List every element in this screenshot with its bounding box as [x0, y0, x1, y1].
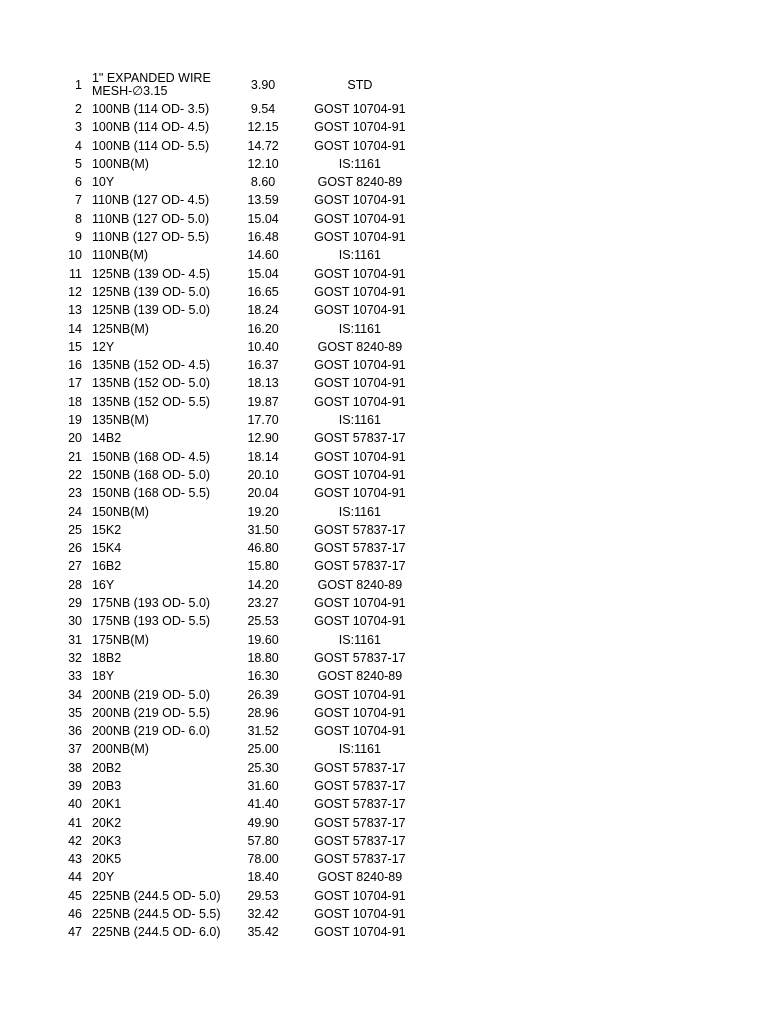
weight-cell: 16.48 — [247, 230, 279, 245]
row-number-cell: 4 — [75, 138, 82, 153]
table-row — [62, 539, 422, 557]
row-number-cell: 23 — [68, 486, 82, 501]
standard-cell: GOST 57837-17 — [314, 431, 406, 446]
description-cell: 175NB (193 OD- 5.0) — [91, 596, 211, 611]
weight-cell: 46.80 — [247, 541, 279, 556]
row-number-cell: 10 — [68, 248, 82, 263]
weight-cell: 25.53 — [247, 614, 279, 629]
table-row — [62, 576, 422, 594]
table-row — [62, 137, 422, 155]
weight-cell: 31.60 — [247, 778, 279, 793]
table-row — [62, 631, 422, 649]
description-cell: 125NB (139 OD- 4.5) — [91, 266, 211, 281]
table-row — [62, 686, 422, 704]
standard-cell: IS:1161 — [338, 504, 381, 519]
row-number-cell: 9 — [75, 230, 82, 245]
table-row — [62, 118, 422, 136]
weight-cell: 26.39 — [247, 687, 279, 702]
row-number-cell: 7 — [75, 193, 82, 208]
row-number-cell: 42 — [68, 833, 82, 848]
table-row — [62, 521, 422, 539]
weight-cell: 49.90 — [247, 815, 279, 830]
standard-cell: IS:1161 — [338, 413, 381, 428]
standard-cell: GOST 10704-91 — [314, 614, 406, 629]
description-cell: 110NB (127 OD- 5.5) — [91, 230, 210, 245]
row-number-cell: 27 — [68, 559, 82, 574]
weight-cell: 16.30 — [247, 669, 279, 684]
table-row — [62, 265, 422, 283]
description-cell: 10Y — [91, 175, 115, 190]
weight-cell: 16.65 — [247, 284, 279, 299]
standard-cell: GOST 10704-91 — [314, 467, 406, 482]
table-row — [62, 210, 422, 228]
standard-cell: GOST 10704-91 — [314, 284, 406, 299]
table-row — [62, 557, 422, 575]
description-cell: 100NB(M) — [91, 156, 149, 171]
table-row — [62, 320, 422, 338]
weight-cell: 10.40 — [247, 339, 279, 354]
description-cell: 20B3 — [91, 778, 122, 793]
weight-cell: 16.20 — [247, 321, 279, 336]
description-cell: 20K3 — [91, 833, 122, 848]
standard-cell: GOST 8240-89 — [317, 577, 403, 592]
table-row — [62, 411, 422, 429]
weight-cell: 29.53 — [247, 888, 279, 903]
row-number-cell: 47 — [68, 925, 82, 940]
table-row — [62, 374, 422, 392]
row-number-cell: 17 — [68, 376, 82, 391]
description-cell: 135NB (152 OD- 4.5) — [91, 358, 211, 373]
row-number-cell: 35 — [68, 705, 82, 720]
description-cell: 15K2 — [91, 522, 122, 537]
weights-table — [62, 70, 422, 942]
standard-cell: GOST 10704-91 — [314, 596, 406, 611]
description-cell: 20K5 — [91, 852, 122, 867]
row-number-cell: 11 — [69, 266, 82, 281]
weight-cell: 31.52 — [247, 724, 279, 739]
row-number-cell: 16 — [68, 358, 82, 373]
weight-cell: 23.27 — [247, 596, 279, 611]
row-number-cell: 19 — [68, 413, 82, 428]
weight-cell: 15.04 — [247, 266, 279, 281]
table-row — [62, 448, 422, 466]
standard-cell: GOST 8240-89 — [317, 339, 403, 354]
standard-cell: GOST 57837-17 — [314, 833, 406, 848]
row-number-cell: 14 — [68, 321, 82, 336]
weight-cell: 25.30 — [247, 760, 279, 775]
table-row — [62, 393, 422, 411]
description-cell: 225NB (244.5 OD- 5.5) — [91, 907, 221, 922]
standard-cell: GOST 57837-17 — [314, 760, 406, 775]
row-number-cell: 2 — [75, 102, 82, 116]
row-number-cell: 18 — [68, 394, 82, 409]
standard-cell: GOST 57837-17 — [314, 815, 406, 830]
description-cell: 135NB (152 OD- 5.0) — [91, 376, 211, 391]
row-number-cell: 33 — [68, 669, 82, 684]
weight-cell: 12.90 — [247, 431, 279, 446]
row-number-cell: 29 — [68, 596, 82, 611]
weight-cell: 12.10 — [247, 156, 279, 171]
table-row — [62, 484, 422, 502]
weight-cell: 18.24 — [247, 303, 279, 318]
standard-cell: GOST 8240-89 — [317, 870, 403, 885]
table-row — [62, 191, 422, 209]
row-number-cell: 12 — [68, 284, 82, 299]
row-number-cell: 26 — [68, 541, 82, 556]
description-cell: 20K2 — [91, 815, 122, 830]
row-number-cell: 31 — [68, 632, 82, 647]
row-number-cell: 22 — [68, 467, 82, 482]
weight-cell: 18.14 — [247, 449, 279, 464]
standard-cell: GOST 57837-17 — [314, 797, 406, 812]
description-cell: 16B2 — [91, 559, 122, 574]
description-cell: 150NB (168 OD- 5.0) — [91, 467, 211, 482]
weight-cell: 8.60 — [250, 175, 276, 190]
table-row — [62, 100, 422, 118]
standard-cell: IS:1161 — [338, 248, 381, 263]
weight-cell: 28.96 — [247, 705, 279, 720]
standard-cell: IS:1161 — [338, 632, 381, 647]
description-cell: 1" EXPANDED WIRE MESH-∅3.15 — [91, 71, 211, 98]
weight-cell: 15.04 — [247, 211, 279, 226]
weight-cell: 14.60 — [247, 248, 279, 263]
description-cell: 12Y — [91, 339, 115, 354]
table-row — [62, 667, 422, 685]
row-number-cell: 41 — [68, 815, 82, 830]
standard-cell: GOST 10704-91 — [314, 925, 406, 940]
standard-cell: GOST 10704-91 — [314, 193, 406, 208]
standard-cell: GOST 10704-91 — [314, 303, 406, 318]
row-number-cell: 5 — [75, 156, 82, 171]
description-cell: 18Y — [91, 669, 115, 684]
spreadsheet-table-container — [62, 70, 422, 942]
description-cell: 20K1 — [91, 797, 122, 812]
standard-cell: GOST 57837-17 — [314, 559, 406, 574]
description-cell: 150NB (168 OD- 5.5) — [91, 486, 211, 501]
description-cell: 20Y — [91, 870, 115, 885]
standard-cell: GOST 10704-91 — [314, 266, 406, 281]
weight-cell: 18.13 — [247, 376, 279, 391]
standard-cell: GOST 10704-91 — [314, 486, 406, 501]
description-cell: 200NB (219 OD- 6.0) — [91, 724, 211, 739]
weight-cell: 15.80 — [247, 559, 279, 574]
row-number-cell: 1 — [75, 77, 82, 92]
row-number-cell: 24 — [68, 504, 82, 519]
table-row — [62, 722, 422, 740]
weight-cell: 14.20 — [247, 577, 279, 592]
standard-cell: GOST 10704-91 — [314, 230, 406, 245]
table-row — [62, 759, 422, 777]
table-row — [62, 283, 422, 301]
row-number-cell: 20 — [68, 431, 82, 446]
table-row — [62, 228, 422, 246]
standard-cell: GOST 57837-17 — [314, 650, 406, 665]
table-row — [62, 850, 422, 868]
table-row — [62, 832, 422, 850]
description-cell: 175NB(M) — [91, 632, 149, 647]
table-row — [62, 814, 422, 832]
row-number-cell: 8 — [75, 211, 82, 226]
description-cell: 200NB (219 OD- 5.5) — [91, 705, 211, 720]
description-cell: 100NB (114 OD- 5.5) — [91, 138, 210, 153]
weight-cell: 19.60 — [247, 632, 279, 647]
weight-cell: 17.70 — [247, 413, 279, 428]
standard-cell: GOST 57837-17 — [314, 522, 406, 537]
row-number-cell: 32 — [68, 650, 82, 665]
table-row — [62, 173, 422, 191]
weight-cell: 31.50 — [247, 522, 279, 537]
table-row — [62, 70, 422, 100]
table-row — [62, 612, 422, 630]
description-cell: 18B2 — [91, 650, 122, 665]
description-cell: 200NB(M) — [91, 742, 149, 757]
row-number-cell: 37 — [68, 742, 82, 757]
row-number-cell: 43 — [68, 852, 82, 867]
table-row — [62, 466, 422, 484]
table-row — [62, 503, 422, 521]
description-cell: 110NB (127 OD- 4.5) — [91, 193, 210, 208]
row-number-cell: 3 — [75, 120, 82, 135]
standard-cell: GOST 10704-91 — [314, 358, 406, 373]
standard-cell: GOST 10704-91 — [314, 687, 406, 702]
description-cell: 135NB(M) — [91, 413, 149, 428]
table-body — [62, 70, 422, 942]
weight-cell: 25.00 — [247, 742, 279, 757]
weight-cell: 20.04 — [247, 486, 279, 501]
weight-cell: 12.15 — [247, 120, 279, 135]
row-number-cell: 25 — [68, 522, 82, 537]
row-number-cell: 28 — [68, 577, 82, 592]
row-number-cell: 40 — [68, 797, 82, 812]
description-cell: 175NB (193 OD- 5.5) — [91, 614, 211, 629]
table-row — [62, 301, 422, 319]
description-cell: 100NB (114 OD- 3.5) — [91, 102, 210, 116]
row-number-cell: 21 — [68, 449, 82, 464]
row-number-cell: 36 — [68, 724, 82, 739]
standard-cell: GOST 10704-91 — [314, 705, 406, 720]
description-cell: 20B2 — [91, 760, 122, 775]
weight-cell: 41.40 — [247, 797, 279, 812]
table-row — [62, 155, 422, 173]
table-row — [62, 795, 422, 813]
table-row — [62, 887, 422, 905]
weight-cell: 18.80 — [247, 650, 279, 665]
standard-cell: GOST 10704-91 — [314, 138, 406, 153]
table-row — [62, 356, 422, 374]
standard-cell: GOST 57837-17 — [314, 778, 406, 793]
description-cell: 150NB (168 OD- 4.5) — [91, 449, 211, 464]
row-number-cell: 34 — [68, 687, 82, 702]
weight-cell: 78.00 — [247, 852, 279, 867]
table-row — [62, 905, 422, 923]
table-row — [62, 777, 422, 795]
description-cell: 125NB(M) — [91, 321, 149, 336]
standard-cell: GOST 8240-89 — [317, 175, 403, 190]
weight-cell: 20.10 — [247, 467, 279, 482]
weight-cell: 32.42 — [247, 907, 279, 922]
table-row — [62, 740, 422, 758]
standard-cell: IS:1161 — [338, 742, 381, 757]
description-cell: 200NB (219 OD- 5.0) — [91, 687, 211, 702]
table-row — [62, 594, 422, 612]
table-row — [62, 704, 422, 722]
standard-cell: GOST 10704-91 — [314, 376, 406, 391]
weight-cell: 19.87 — [247, 394, 279, 409]
description-cell: 15K4 — [91, 541, 122, 556]
row-number-cell: 39 — [68, 778, 82, 793]
description-cell: 110NB(M) — [91, 248, 149, 263]
standard-cell: GOST 10704-91 — [314, 102, 406, 116]
standard-cell: GOST 10704-91 — [314, 724, 406, 739]
description-cell: 225NB (244.5 OD- 5.0) — [91, 888, 221, 903]
standard-cell: IS:1161 — [338, 321, 381, 336]
row-number-cell: 44 — [68, 870, 82, 885]
description-cell: 135NB (152 OD- 5.5) — [91, 394, 211, 409]
table-row — [62, 338, 422, 356]
row-number-cell: 46 — [68, 907, 82, 922]
description-cell: 125NB (139 OD- 5.0) — [91, 303, 211, 318]
standard-cell: GOST 10704-91 — [314, 907, 406, 922]
weight-cell: 18.40 — [247, 870, 279, 885]
weight-cell: 14.72 — [247, 138, 279, 153]
standard-cell: GOST 10704-91 — [314, 449, 406, 464]
standard-cell: GOST 10704-91 — [314, 211, 406, 226]
standard-cell: GOST 57837-17 — [314, 541, 406, 556]
weight-cell: 35.42 — [247, 925, 279, 940]
row-number-cell: 45 — [68, 888, 82, 903]
description-cell: 100NB (114 OD- 4.5) — [91, 120, 210, 135]
table-row — [62, 649, 422, 667]
description-cell: 14B2 — [91, 431, 122, 446]
weight-cell: 13.59 — [247, 193, 279, 208]
description-cell: 150NB(M) — [91, 504, 149, 519]
weight-cell: 9.54 — [250, 102, 276, 116]
row-number-cell: 15 — [68, 339, 82, 354]
weight-cell: 57.80 — [247, 833, 279, 848]
table-row — [62, 429, 422, 447]
weight-cell: 3.90 — [250, 77, 276, 92]
weight-cell: 19.20 — [247, 504, 279, 519]
table-row — [62, 246, 422, 264]
row-number-cell: 38 — [68, 760, 82, 775]
standard-cell: GOST 10704-91 — [314, 120, 406, 135]
standard-cell: STD — [347, 77, 373, 92]
standard-cell: GOST 10704-91 — [314, 394, 406, 409]
standard-cell: GOST 10704-91 — [314, 888, 406, 903]
description-cell: 225NB (244.5 OD- 6.0) — [91, 925, 221, 940]
row-number-cell: 13 — [68, 303, 82, 318]
weight-cell: 16.37 — [247, 358, 279, 373]
row-number-cell: 30 — [68, 614, 82, 629]
standard-cell: IS:1161 — [338, 156, 381, 171]
description-cell: 110NB (127 OD- 5.0) — [91, 211, 210, 226]
table-row — [62, 923, 422, 941]
description-cell: 16Y — [91, 577, 115, 592]
standard-cell: GOST 57837-17 — [314, 852, 406, 867]
row-number-cell: 6 — [75, 175, 82, 190]
description-cell: 125NB (139 OD- 5.0) — [91, 284, 211, 299]
standard-cell: GOST 8240-89 — [317, 669, 403, 684]
table-row — [62, 868, 422, 886]
